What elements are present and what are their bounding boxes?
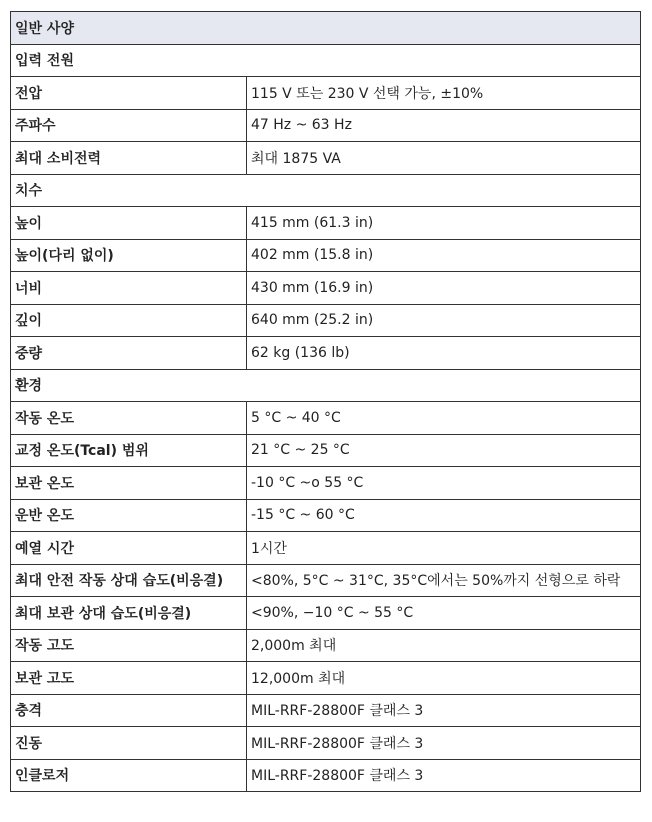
spec-label: 주파수 bbox=[11, 109, 247, 142]
table-row bbox=[11, 304, 641, 337]
spec-label: 최대 소비전력 bbox=[11, 142, 247, 175]
spec-label: 운반 온도 bbox=[11, 499, 247, 532]
spec-value: -10 °C ~o 55 °C bbox=[247, 467, 641, 500]
section-header-row bbox=[11, 174, 641, 207]
section-heading: 입력 전원 bbox=[11, 44, 641, 77]
table-row bbox=[11, 662, 641, 695]
table-row bbox=[11, 597, 641, 630]
spec-label: 작동 고도 bbox=[11, 629, 247, 662]
spec-label: 깊이 bbox=[11, 304, 247, 337]
spec-label: 전압 bbox=[11, 77, 247, 110]
spec-table-body bbox=[11, 12, 641, 792]
table-row bbox=[11, 727, 641, 760]
spec-label: 진동 bbox=[11, 727, 247, 760]
table-row bbox=[11, 694, 641, 727]
spec-label: 작동 온도 bbox=[11, 402, 247, 435]
table-row bbox=[11, 272, 641, 305]
spec-label: 충격 bbox=[11, 694, 247, 727]
spec-value: <90%, −10 °C ~ 55 °C bbox=[247, 597, 641, 630]
spec-value: 1시간 bbox=[247, 532, 641, 565]
section-heading: 치수 bbox=[11, 174, 641, 207]
table-row bbox=[11, 337, 641, 370]
section-header-row bbox=[11, 369, 641, 402]
table-title: 일반 사양 bbox=[11, 12, 641, 45]
section-heading: 환경 bbox=[11, 369, 641, 402]
spec-value: -15 °C ~ 60 °C bbox=[247, 499, 641, 532]
table-row bbox=[11, 467, 641, 500]
spec-value: 115 V 또는 230 V 선택 가능, ±10% bbox=[247, 77, 641, 110]
table-row bbox=[11, 532, 641, 565]
table-title-row bbox=[11, 12, 641, 45]
table-row bbox=[11, 142, 641, 175]
spec-label: 높이(다리 없이) bbox=[11, 239, 247, 272]
spec-value: 430 mm (16.9 in) bbox=[247, 272, 641, 305]
section-header-row bbox=[11, 44, 641, 77]
table-row bbox=[11, 434, 641, 467]
table-row bbox=[11, 499, 641, 532]
spec-value: 5 °C ~ 40 °C bbox=[247, 402, 641, 435]
table-row bbox=[11, 402, 641, 435]
spec-label: 최대 보관 상대 습도(비응결) bbox=[11, 597, 247, 630]
table-row bbox=[11, 564, 641, 597]
spec-value: MIL-RRF-28800F 클래스 3 bbox=[247, 759, 641, 792]
spec-label: 최대 안전 작동 상대 습도(비응결) bbox=[11, 564, 247, 597]
table-row bbox=[11, 629, 641, 662]
spec-value: 21 °C ~ 25 °C bbox=[247, 434, 641, 467]
spec-value: 12,000m 최대 bbox=[247, 662, 641, 695]
spec-value: 640 mm (25.2 in) bbox=[247, 304, 641, 337]
spec-label: 너비 bbox=[11, 272, 247, 305]
spec-value: 47 Hz ~ 63 Hz bbox=[247, 109, 641, 142]
spec-value: 최대 1875 VA bbox=[247, 142, 641, 175]
spec-value: MIL-RRF-28800F 클래스 3 bbox=[247, 694, 641, 727]
table-row bbox=[11, 759, 641, 792]
spec-label: 보관 고도 bbox=[11, 662, 247, 695]
spec-value: 62 kg (136 lb) bbox=[247, 337, 641, 370]
spec-table bbox=[10, 11, 641, 792]
spec-label: 교정 온도(Tcal) 범위 bbox=[11, 434, 247, 467]
table-row bbox=[11, 207, 641, 240]
table-row bbox=[11, 77, 641, 110]
spec-value: MIL-RRF-28800F 클래스 3 bbox=[247, 727, 641, 760]
spec-label: 높이 bbox=[11, 207, 247, 240]
spec-value: 415 mm (61.3 in) bbox=[247, 207, 641, 240]
spec-label: 예열 시간 bbox=[11, 532, 247, 565]
table-row bbox=[11, 239, 641, 272]
table-row bbox=[11, 109, 641, 142]
spec-label: 인클로저 bbox=[11, 759, 247, 792]
spec-value: 402 mm (15.8 in) bbox=[247, 239, 641, 272]
spec-label: 보관 온도 bbox=[11, 467, 247, 500]
spec-value: <80%, 5°C ~ 31°C, 35°C에서는 50%까지 선형으로 하락 bbox=[247, 564, 641, 597]
spec-label: 중량 bbox=[11, 337, 247, 370]
spec-value: 2,000m 최대 bbox=[247, 629, 641, 662]
